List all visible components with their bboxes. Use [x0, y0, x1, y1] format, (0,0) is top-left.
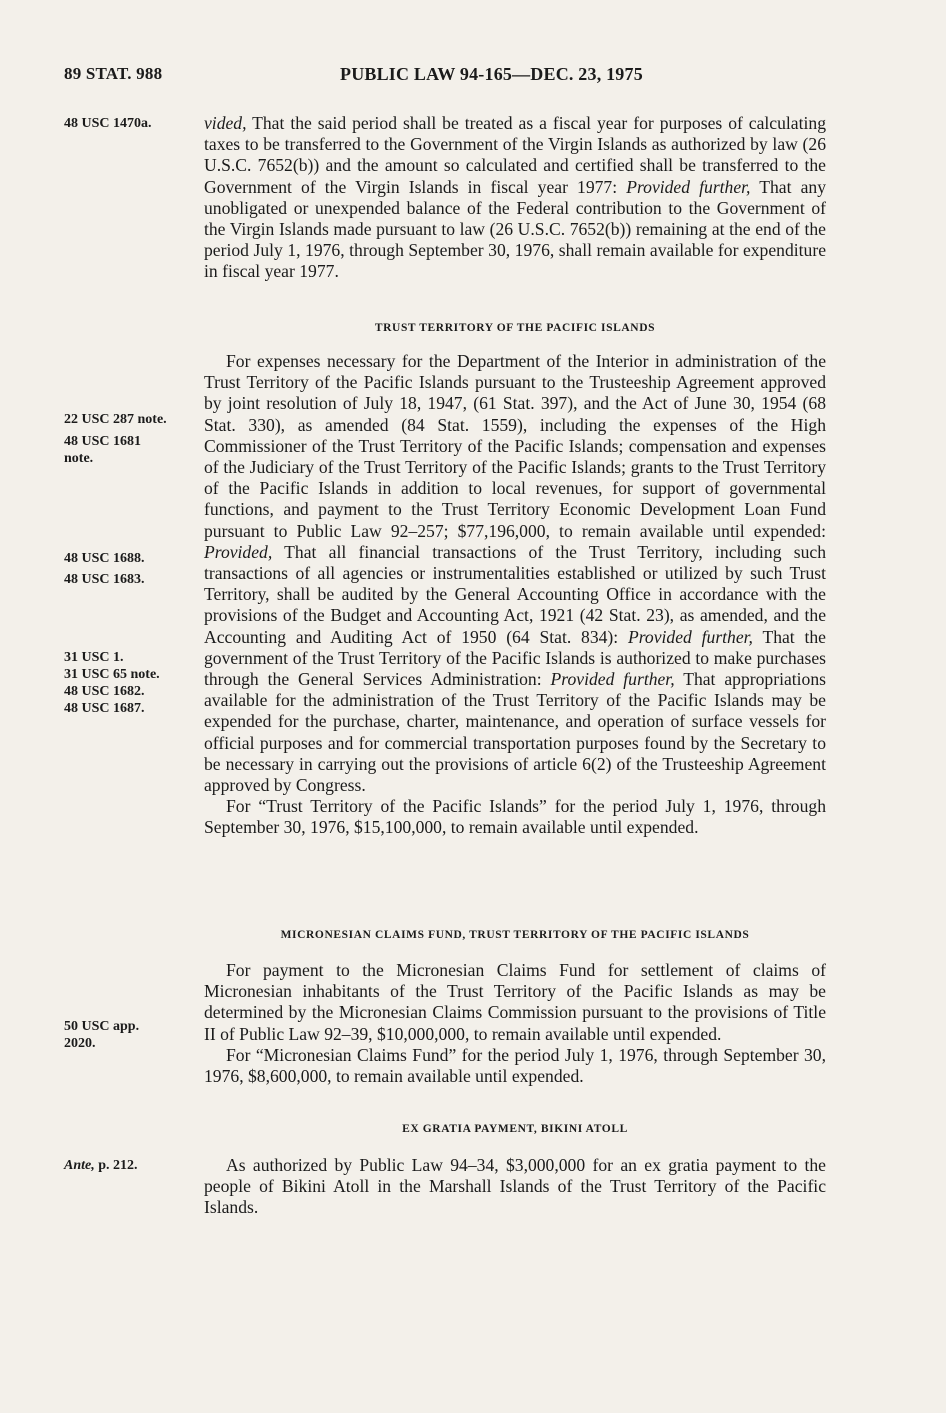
- margin-citation-line: note.: [64, 451, 94, 466]
- margin-citation: 48 USC 1470a.: [64, 116, 152, 131]
- margin-citation: [64, 1157, 196, 1174]
- text: That any unobligated or unexpended balance of the Federal contribution to the Government of the Virgin Islands made pursuant to law (26 U.S.C. 7652(b)) remaining at the end of the period July 1, 1976, through September 30, 1976, shall remain available for expenditure in fiscal year 1977.: [204, 176, 826, 282]
- paragraph: As authorized by Public Law 94–34, $3,000,000 for an ex gratia payment to the people of Bikini Atoll in the Marshall Islands of the Trust Territory of the Pacific Islands.: [204, 1155, 826, 1218]
- section-heading: MICRONESIAN CLAIMS FUND, TRUST TERRITORY OF THE PACIFIC ISLANDS: [280, 929, 750, 941]
- paragraph: For “Micronesian Claims Fund” for the period July 1, 1976, through September 30, 1976, $8,600,000, to remain available until expended.: [204, 1044, 826, 1087]
- margin-citation: 22 USC 287 note.: [64, 412, 167, 427]
- bikini-atoll-section: [204, 1155, 826, 1219]
- text: That the said period shall be treated as a fiscal year for purposes of calculating taxes to be transferred to the Government of the Virgin Islands as authorized by law (26 U.S.C. 7652(b)) and the amount so calculated and certified shall be transferred to the Government of the Virgin Islands in fiscal year 1977:: [204, 113, 826, 197]
- text: That the government of the Trust Territory of the Pacific Islands is authorized to make purchases through the General Services Administration:: [204, 626, 826, 690]
- italic-text: Provided further,: [550, 669, 675, 690]
- running-title: PUBLIC LAW 94-165—DEC. 23, 1975: [340, 64, 643, 84]
- paragraph: [204, 351, 826, 796]
- margin-citation: [64, 1018, 196, 1052]
- margin-citation-line: 2020.: [64, 1036, 96, 1051]
- italic-text: Provided,: [204, 541, 273, 562]
- micronesian-claims-section: [204, 960, 826, 1087]
- text: For expenses necessary for the Department of the Interior in administration of the Trust Territory of the Pacific Islands pursuant to the Trusteeship Agreement approved by joint resolution of July 18, 1947, (61 Stat. 397), and the Act of June 30, 1954 (68 Stat. 330), as amended (84 Stat. 1559), including the expenses of the High Commissioner of the Trust Territory of the Pacific Islands; compensation and expenses of the Judiciary of the Trust Territory of the Pacific Islands; grants to the Trust Territory of the Pacific Islands in addition to local revenues, for support of governmental functions, and payment to the Trust Territory Economic Development Loan Fund pursuant to Public Law 92–257; $77,196,000, to remain available until expended:: [204, 351, 826, 541]
- trust-territory-section: [204, 351, 826, 839]
- margin-citation-line: 48 USC 1682.: [64, 684, 145, 699]
- margin-citation-text: p. 212.: [94, 1158, 138, 1173]
- virgin-islands-continuation: [204, 113, 826, 283]
- paragraph: [204, 113, 826, 283]
- margin-citation-line: 31 USC 65 note.: [64, 667, 160, 682]
- margin-citation-line: 48 USC 1687.: [64, 701, 145, 716]
- italic-text: Provided further,: [627, 626, 753, 647]
- margin-citation-italic: Ante,: [64, 1158, 95, 1173]
- stat-page-number: 89 STAT. 988: [64, 64, 163, 83]
- margin-citation-line: 31 USC 1.: [64, 650, 124, 665]
- italic-text: vided,: [204, 113, 247, 133]
- text: That all financial transactions of the Trust Territory, including such transactions of all agencies or instrumentalities established or utilized by such Trust Territory, shall be audited by the General Accounting Office in accordance with the provisions of the Budget and Accounting Act, 1921 (42 Stat. 23), as amended, and the Accounting and Auditing Act of 1950 (64 Stat. 834):: [204, 541, 826, 647]
- paragraph: For payment to the Micronesian Claims Fund for settlement of claims of Micronesian inhabitants of the Trust Territory of the Pacific Islands as may be determined by the Micronesian Claims Commission pursuant to the provisions of Title II of Public Law 92–39, $10,000,000, to remain available until expended.: [204, 960, 826, 1044]
- margin-citation: [64, 433, 196, 467]
- text: That appropriations available for the administration of the Trust Territory of the Pacific Islands may be expended for the purchase, charter, maintenance, and operation of surface vessels for official purposes and for commercial transportation purposes found by the Secretary to be necessary in carrying out the provisions of article 6(2) of the Trusteeship Agreement approved by Congress.: [204, 669, 826, 796]
- margin-citation-line: 48 USC 1681: [64, 434, 142, 449]
- margin-citation: 48 USC 1683.: [64, 572, 145, 587]
- margin-citation: 48 USC 1688.: [64, 551, 145, 566]
- section-heading: TRUST TERRITORY OF THE PACIFIC ISLANDS: [374, 322, 656, 334]
- italic-text: Provided further,: [626, 176, 751, 197]
- margin-citation: [64, 649, 196, 717]
- margin-citation-line: 50 USC app.: [64, 1019, 140, 1034]
- section-heading: EX GRATIA PAYMENT, BIKINI ATOLL: [402, 1123, 628, 1135]
- paragraph: For “Trust Territory of the Pacific Islands” for the period July 1, 1976, through September 30, 1976, $15,100,000, to remain available until expended.: [204, 796, 826, 838]
